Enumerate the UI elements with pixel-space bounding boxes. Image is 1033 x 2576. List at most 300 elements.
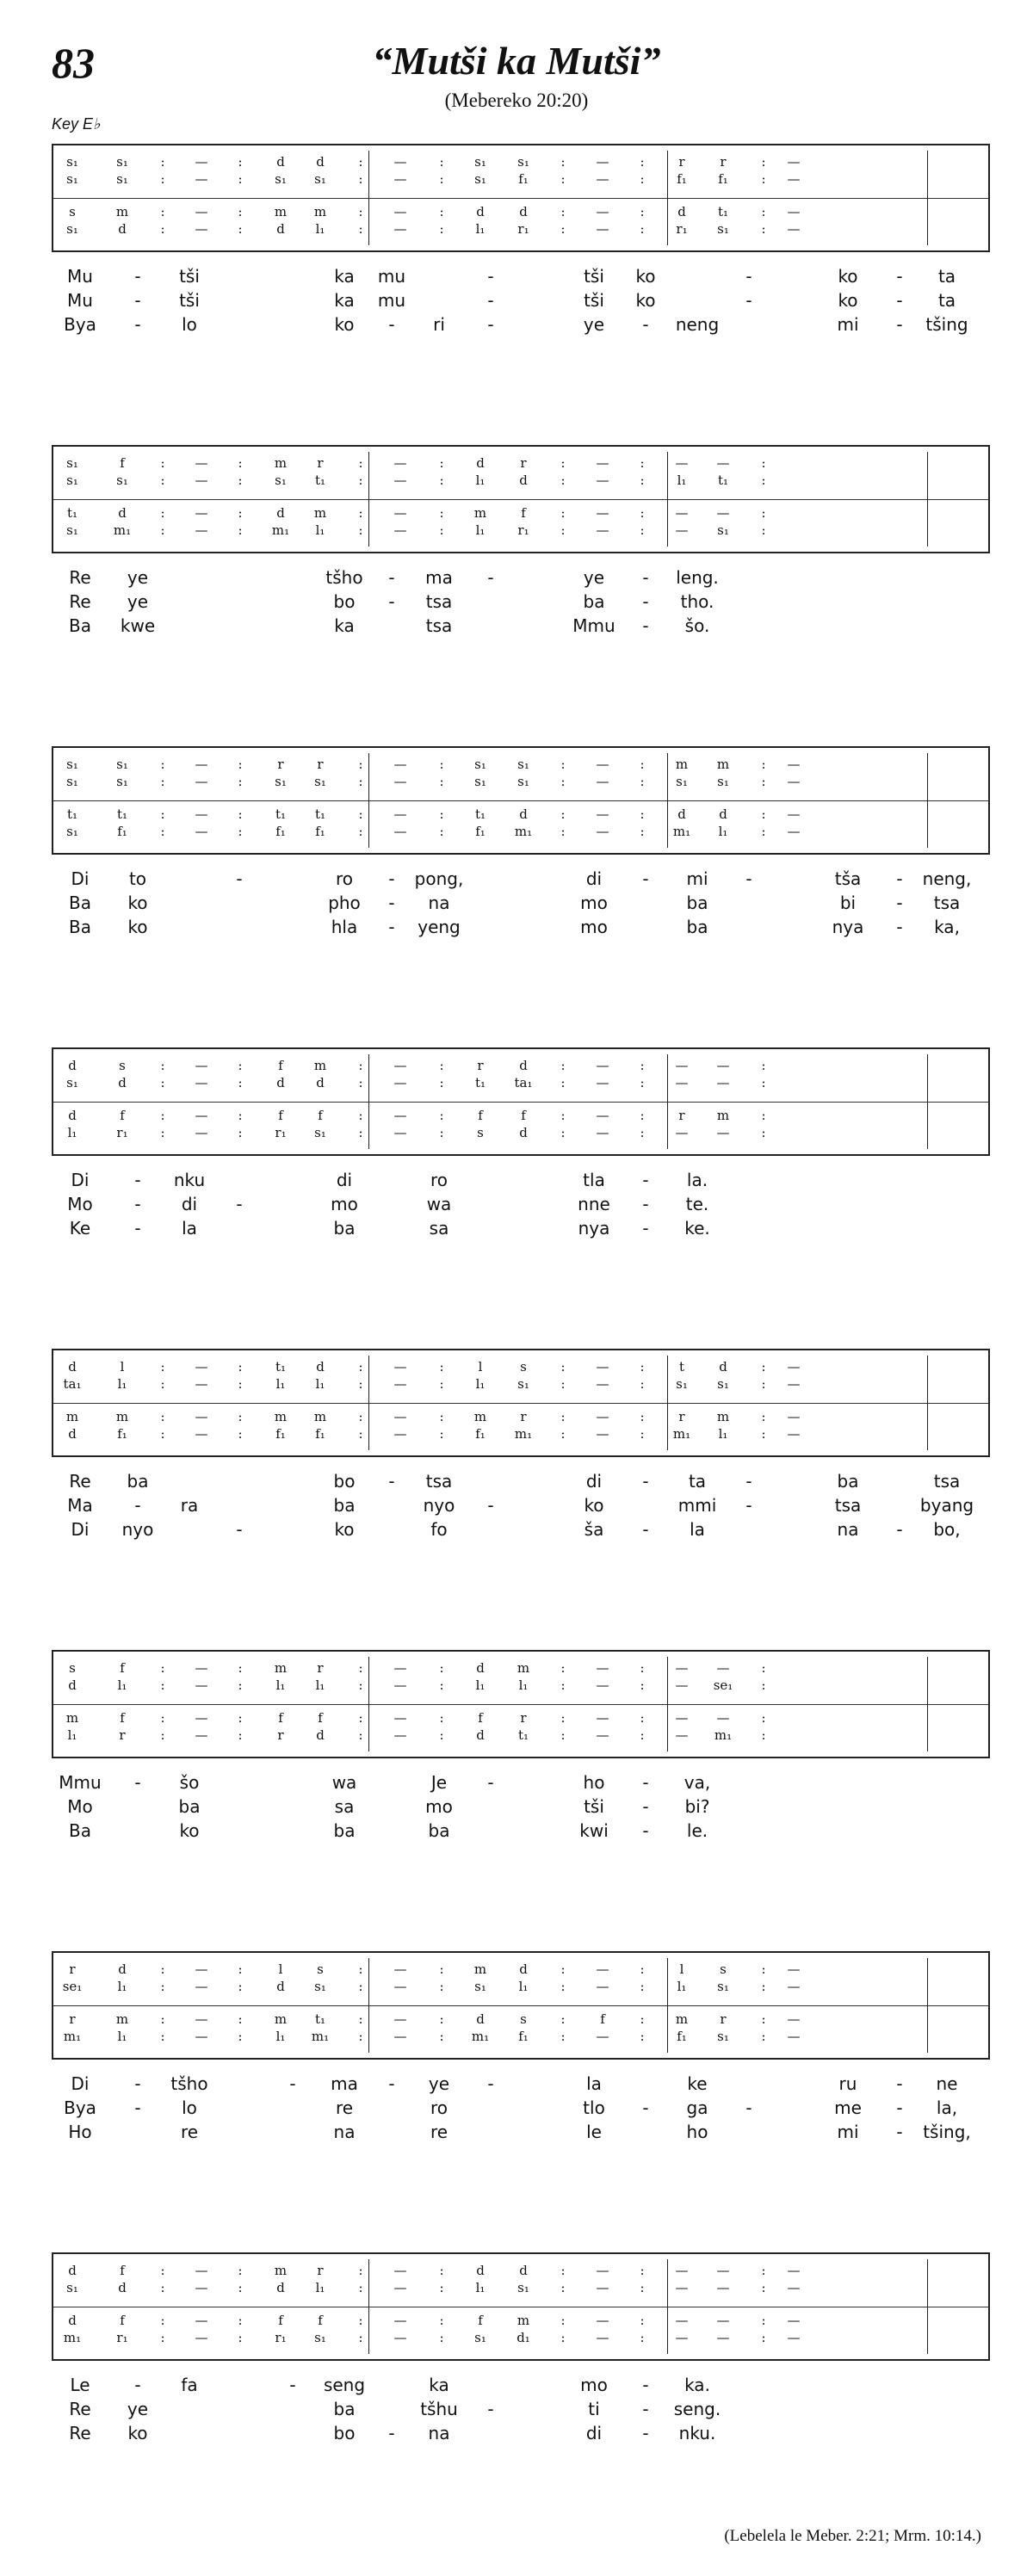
note-bass: : xyxy=(238,221,243,237)
note-soprano: d xyxy=(316,154,325,170)
lyric-syllable: ko xyxy=(127,893,148,913)
note-alto: : xyxy=(640,1979,645,1994)
note-soprano: — xyxy=(596,757,609,772)
note-bass: m₁ xyxy=(311,2029,330,2044)
note-soprano: — xyxy=(393,455,407,471)
lyric-syllable: - xyxy=(487,1772,494,1793)
note-soprano: r xyxy=(678,154,685,170)
lyric-syllable: - xyxy=(236,1194,243,1214)
note-tenor: d xyxy=(476,2011,485,2027)
note-tenor: f xyxy=(318,2313,323,2328)
note-bass: : xyxy=(439,824,444,839)
lyric-syllable: ka xyxy=(334,290,355,311)
music-system xyxy=(52,445,990,746)
note-soprano: — xyxy=(393,1359,407,1374)
note-tenor: t₁ xyxy=(717,204,729,219)
lyric-syllable: le xyxy=(586,2122,602,2142)
lyric-syllable: - xyxy=(642,615,649,636)
lyric-syllable: Di xyxy=(71,1519,90,1540)
note-soprano: : xyxy=(238,1961,243,1977)
staff-divider xyxy=(53,1704,988,1705)
note-bass: f₁ xyxy=(475,824,486,839)
note-soprano: : xyxy=(160,1359,165,1374)
note-soprano: d xyxy=(68,2263,77,2278)
note-soprano: — xyxy=(195,455,208,471)
lyric-syllable: - xyxy=(289,2073,296,2094)
lyric-syllable: tlo xyxy=(583,2097,605,2118)
note-tenor: m xyxy=(516,2313,530,2328)
lyrics-block xyxy=(52,2373,990,2450)
sol-fa-staff xyxy=(52,746,990,855)
note-soprano: : xyxy=(358,1058,363,1073)
lyric-syllable: tši xyxy=(179,290,200,311)
note-alto: — xyxy=(393,473,407,488)
note-bass: — xyxy=(596,1125,609,1140)
note-alto: — xyxy=(195,2280,208,2295)
lyric-syllable: - xyxy=(487,567,494,588)
note-tenor: — xyxy=(393,2313,407,2328)
lyric-syllable: Mmu xyxy=(572,615,615,636)
note-soprano: — xyxy=(195,757,208,772)
note-soprano: — xyxy=(596,1660,609,1676)
note-bass: — xyxy=(716,2330,730,2345)
lyric-syllable: mo xyxy=(580,893,608,913)
lyric-syllable: lo xyxy=(182,314,197,335)
note-tenor: — xyxy=(596,806,609,822)
lyric-syllable: - xyxy=(896,266,903,287)
note-tenor: m xyxy=(274,204,288,219)
note-bass: : xyxy=(358,2029,363,2044)
note-soprano: l xyxy=(120,1359,125,1374)
lyric-syllable: la xyxy=(690,1519,705,1540)
note-soprano: — xyxy=(596,1359,609,1374)
note-tenor: r xyxy=(720,2011,727,2027)
lyric-syllable: di xyxy=(181,1194,198,1214)
lyric-syllable: Ba xyxy=(69,893,91,913)
note-alto: : xyxy=(160,774,165,789)
lyric-syllable: bo xyxy=(333,2423,356,2443)
note-bass: : xyxy=(160,1727,165,1743)
note-bass: s xyxy=(477,1125,484,1140)
lyric-syllable: - xyxy=(896,290,903,311)
note-bass: f₁ xyxy=(275,824,286,839)
lyric-syllable: - xyxy=(896,2073,903,2094)
note-tenor: — xyxy=(393,1710,407,1726)
lyric-syllable: ho xyxy=(583,1772,605,1793)
note-alto: — xyxy=(195,1075,208,1090)
note-alto: s₁ xyxy=(676,774,688,789)
note-tenor: m xyxy=(65,1710,79,1726)
barline xyxy=(927,753,928,848)
lyric-syllable: - xyxy=(134,266,141,287)
note-bass: m₁ xyxy=(514,1426,533,1442)
lyric-syllable: - xyxy=(642,2375,649,2395)
note-alto: d xyxy=(118,2280,127,2295)
note-tenor: r xyxy=(678,1108,685,1123)
lyric-syllable: ba xyxy=(333,1495,356,1516)
note-soprano: d xyxy=(316,1359,325,1374)
lyric-syllable: - xyxy=(289,2375,296,2395)
lyric-syllable: ko xyxy=(838,290,858,311)
note-bass: l₁ xyxy=(475,522,486,538)
note-bass: — xyxy=(393,2029,407,2044)
note-bass: s₁ xyxy=(66,522,78,538)
note-soprano: : xyxy=(640,1359,645,1374)
lyric-syllable: seng. xyxy=(673,2399,721,2419)
note-bass: : xyxy=(358,824,363,839)
note-tenor: m xyxy=(473,1409,487,1424)
lyric-syllable: - xyxy=(134,1218,141,1239)
note-soprano: : xyxy=(238,1058,243,1073)
note-tenor: f xyxy=(120,2313,125,2328)
note-tenor: : xyxy=(560,2011,566,2027)
note-soprano: l xyxy=(278,1961,283,1977)
lyric-syllable: ke. xyxy=(684,1218,710,1239)
note-tenor: m xyxy=(716,1108,730,1123)
lyric-syllable: pong, xyxy=(414,868,464,889)
note-alto: l₁ xyxy=(518,1677,529,1693)
note-alto: d xyxy=(118,1075,127,1090)
note-bass: : xyxy=(761,1426,766,1442)
note-tenor: : xyxy=(560,1710,566,1726)
note-tenor: — xyxy=(596,1409,609,1424)
note-tenor: f xyxy=(278,1710,283,1726)
note-alto: : xyxy=(439,473,444,488)
note-tenor: : xyxy=(560,204,566,219)
note-alto: : xyxy=(761,774,766,789)
lyric-syllable: - xyxy=(642,1194,649,1214)
note-bass: : xyxy=(761,522,766,538)
note-bass: d xyxy=(476,1727,485,1743)
note-alto: l₁ xyxy=(315,1677,325,1693)
note-soprano: d xyxy=(68,1058,77,1073)
note-soprano: — xyxy=(393,154,407,170)
note-alto: ta₁ xyxy=(514,1075,533,1090)
note-bass: : xyxy=(560,1125,566,1140)
lyric-syllable: tšhu xyxy=(420,2399,458,2419)
note-bass: : xyxy=(358,1727,363,1743)
note-soprano: — xyxy=(716,2263,730,2278)
lyric-syllable: ko xyxy=(635,266,656,287)
lyric-syllable: - xyxy=(134,290,141,311)
note-tenor: s xyxy=(520,2011,527,2027)
lyric-syllable: - xyxy=(388,868,395,889)
lyric-syllable: - xyxy=(896,2097,903,2118)
note-tenor: f xyxy=(478,1108,483,1123)
note-bass: : xyxy=(160,2330,165,2345)
note-tenor: — xyxy=(787,2011,801,2027)
note-bass: r₁ xyxy=(116,1125,128,1140)
note-alto: : xyxy=(560,1376,566,1392)
lyric-syllable: la. xyxy=(686,1170,708,1190)
staff-divider xyxy=(53,1102,988,1103)
note-soprano: — xyxy=(596,455,609,471)
lyric-syllable: ba xyxy=(333,1820,356,1841)
note-alto: : xyxy=(560,2280,566,2295)
note-tenor: s xyxy=(69,204,76,219)
note-soprano: — xyxy=(393,2263,407,2278)
lyric-syllable: la, xyxy=(936,2097,958,2118)
lyric-syllable: - xyxy=(896,1519,903,1540)
note-soprano: : xyxy=(761,1961,766,1977)
note-tenor: : xyxy=(439,806,444,822)
note-soprano: m xyxy=(473,1961,487,1977)
note-bass: d xyxy=(316,1727,325,1743)
lyrics-block xyxy=(52,867,990,944)
lyric-syllable: - xyxy=(642,1772,649,1793)
note-alto: d xyxy=(519,473,528,488)
lyric-syllable: ša xyxy=(584,1519,604,1540)
note-alto: s₁ xyxy=(314,774,326,789)
note-alto: l₁ xyxy=(677,1979,687,1994)
lyric-syllable: - xyxy=(487,266,494,287)
lyric-syllable: te. xyxy=(685,1194,709,1214)
note-soprano: — xyxy=(787,154,801,170)
note-bass: : xyxy=(560,2330,566,2345)
note-tenor: — xyxy=(716,505,730,521)
note-tenor: : xyxy=(160,204,165,219)
lyric-syllable: ba xyxy=(127,1471,149,1492)
lyric-syllable: yeng xyxy=(418,917,461,937)
lyric-syllable: la xyxy=(182,1218,197,1239)
note-bass: : xyxy=(640,1426,645,1442)
note-soprano: r xyxy=(720,154,727,170)
lyric-syllable: - xyxy=(134,1772,141,1793)
note-soprano: : xyxy=(761,757,766,772)
note-tenor: r xyxy=(520,1710,527,1726)
note-alto: s₁ xyxy=(314,1979,326,1994)
lyric-syllable: - xyxy=(642,868,649,889)
note-tenor: — xyxy=(195,2011,208,2027)
lyric-syllable: ka xyxy=(334,615,355,636)
note-alto: : xyxy=(358,1979,363,1994)
note-soprano: : xyxy=(761,2263,766,2278)
note-alto: l₁ xyxy=(315,2280,325,2295)
lyrics-block xyxy=(52,1770,990,1848)
note-alto: — xyxy=(195,473,208,488)
note-soprano: l xyxy=(478,1359,483,1374)
scripture-reference: (Mebereko 20:20) xyxy=(444,90,589,111)
lyric-syllable: tša xyxy=(834,868,862,889)
note-soprano: s xyxy=(520,1359,527,1374)
note-tenor: r xyxy=(520,1409,527,1424)
lyric-syllable: neng, xyxy=(922,868,972,889)
note-tenor: : xyxy=(761,1409,766,1424)
note-soprano: — xyxy=(716,1058,730,1073)
note-tenor: : xyxy=(238,1409,243,1424)
note-soprano: — xyxy=(195,1058,208,1073)
note-tenor: m xyxy=(716,1409,730,1424)
note-soprano: : xyxy=(640,2263,645,2278)
note-soprano: — xyxy=(596,1058,609,1073)
note-tenor: t₁ xyxy=(275,806,287,822)
note-alto: : xyxy=(358,2280,363,2295)
lyric-syllable: - xyxy=(236,1519,243,1540)
note-bass: — xyxy=(195,1125,208,1140)
note-bass: — xyxy=(716,1125,730,1140)
note-soprano: — xyxy=(596,154,609,170)
note-bass: : xyxy=(761,2029,766,2044)
note-tenor: — xyxy=(195,1710,208,1726)
note-tenor: f xyxy=(278,1108,283,1123)
note-soprano: : xyxy=(640,154,645,170)
note-tenor: — xyxy=(787,1409,801,1424)
note-soprano: d xyxy=(476,455,485,471)
note-bass: : xyxy=(439,2330,444,2345)
lyric-syllable: tši xyxy=(584,290,604,311)
note-bass: — xyxy=(195,2029,208,2044)
note-bass: — xyxy=(393,824,407,839)
note-alto: : xyxy=(761,2280,766,2295)
lyric-syllable: ko xyxy=(334,314,355,335)
note-soprano: : xyxy=(640,757,645,772)
note-tenor: d xyxy=(677,204,686,219)
lyric-syllable: - xyxy=(642,1170,649,1190)
note-soprano: s xyxy=(720,1961,727,1977)
lyric-syllable: kwi xyxy=(579,1820,609,1841)
note-bass: : xyxy=(761,2330,766,2345)
note-alto: : xyxy=(439,171,444,187)
note-soprano: : xyxy=(439,757,444,772)
lyric-syllable: mo xyxy=(580,917,608,937)
note-soprano: m xyxy=(274,2263,288,2278)
lyric-syllable: Re xyxy=(69,567,91,588)
lyric-syllable: re xyxy=(335,2097,354,2118)
note-tenor: f xyxy=(521,1108,526,1123)
note-soprano: : xyxy=(560,757,566,772)
note-soprano: — xyxy=(675,1058,689,1073)
note-soprano: r xyxy=(317,455,324,471)
note-soprano: : xyxy=(238,154,243,170)
note-soprano: : xyxy=(439,1961,444,1977)
note-alto: s₁ xyxy=(275,774,287,789)
lyric-syllable: - xyxy=(896,314,903,335)
note-bass: : xyxy=(761,824,766,839)
note-alto: — xyxy=(596,2280,609,2295)
note-bass: : xyxy=(358,1426,363,1442)
note-alto: d xyxy=(68,1677,77,1693)
note-tenor: m xyxy=(473,505,487,521)
note-bass: : xyxy=(238,824,243,839)
note-alto: : xyxy=(640,1075,645,1090)
note-soprano: r xyxy=(277,757,284,772)
note-bass: m₁ xyxy=(63,2330,82,2345)
lyric-syllable: fa xyxy=(181,2375,198,2395)
note-bass: d₁ xyxy=(516,2330,530,2345)
lyric-syllable: ke xyxy=(687,2073,708,2094)
note-tenor: m xyxy=(675,2011,689,2027)
staff-divider xyxy=(53,1403,988,1404)
note-bass: — xyxy=(787,1426,801,1442)
note-alto: — xyxy=(195,1979,208,1994)
lyric-syllable: nne xyxy=(578,1194,610,1214)
note-soprano: m xyxy=(274,455,288,471)
note-tenor: : xyxy=(358,505,363,521)
lyric-syllable: ye xyxy=(127,591,149,612)
note-tenor: — xyxy=(195,204,208,219)
lyric-syllable: Mo xyxy=(67,1796,93,1817)
note-bass: f₁ xyxy=(117,824,127,839)
note-bass: s₁ xyxy=(474,2330,486,2345)
lyric-syllable: neng xyxy=(675,314,720,335)
note-soprano: : xyxy=(439,455,444,471)
note-bass: f₁ xyxy=(475,1426,486,1442)
note-soprano: : xyxy=(560,1359,566,1374)
note-bass: : xyxy=(560,824,566,839)
note-bass: m₁ xyxy=(63,2029,82,2044)
note-soprano: : xyxy=(358,1660,363,1676)
note-soprano: — xyxy=(787,2263,801,2278)
note-tenor: — xyxy=(393,505,407,521)
note-soprano: m xyxy=(716,757,730,772)
note-bass: l₁ xyxy=(718,1426,728,1442)
note-alto: — xyxy=(596,171,609,187)
lyric-syllable: di xyxy=(336,1170,353,1190)
note-soprano: : xyxy=(358,2263,363,2278)
note-soprano: s xyxy=(317,1961,324,1977)
note-soprano: — xyxy=(393,1058,407,1073)
note-soprano: — xyxy=(195,1961,208,1977)
note-soprano: — xyxy=(195,1359,208,1374)
note-soprano: : xyxy=(640,1058,645,1073)
note-tenor: : xyxy=(640,204,645,219)
note-alto: l₁ xyxy=(475,1677,486,1693)
note-soprano: f xyxy=(120,2263,125,2278)
note-alto: : xyxy=(439,774,444,789)
note-soprano: — xyxy=(596,2263,609,2278)
note-alto: — xyxy=(675,2280,689,2295)
note-tenor: : xyxy=(560,1108,566,1123)
note-alto: — xyxy=(787,1376,801,1392)
note-alto: d xyxy=(276,1979,285,1994)
note-alto: — xyxy=(393,1677,407,1693)
lyric-syllable: ko xyxy=(127,917,148,937)
note-tenor: : xyxy=(238,2011,243,2027)
note-alto: — xyxy=(596,1979,609,1994)
note-bass: l₁ xyxy=(475,221,486,237)
note-soprano: d xyxy=(68,1359,77,1374)
sol-fa-staff xyxy=(52,144,990,252)
note-bass: m₁ xyxy=(113,522,132,538)
lyric-syllable: - xyxy=(388,314,395,335)
note-alto: : xyxy=(439,1979,444,1994)
note-bass: — xyxy=(596,1727,609,1743)
note-alto: l₁ xyxy=(475,2280,486,2295)
note-alto: : xyxy=(640,2280,645,2295)
lyric-syllable: Bya xyxy=(64,2097,96,2118)
note-alto: s₁ xyxy=(66,473,78,488)
lyric-syllable: wa xyxy=(426,1194,452,1214)
lyric-syllable: seng xyxy=(323,2375,366,2395)
note-tenor: : xyxy=(238,204,243,219)
note-bass: : xyxy=(160,2029,165,2044)
note-bass: d xyxy=(276,221,285,237)
note-bass: : xyxy=(560,221,566,237)
lyric-syllable: di xyxy=(585,1471,603,1492)
note-bass: — xyxy=(675,522,689,538)
lyric-syllable: tši xyxy=(179,266,200,287)
note-bass: — xyxy=(596,221,609,237)
music-system xyxy=(52,746,990,1047)
note-alto: t₁ xyxy=(474,1075,486,1090)
note-alto: s₁ xyxy=(314,171,326,187)
lyric-syllable: mmi xyxy=(677,1495,717,1516)
lyric-syllable: Mo xyxy=(67,1194,93,1214)
lyric-syllable: Re xyxy=(69,1471,91,1492)
note-tenor: — xyxy=(596,2313,609,2328)
note-tenor: : xyxy=(439,2313,444,2328)
note-soprano: d xyxy=(476,2263,485,2278)
